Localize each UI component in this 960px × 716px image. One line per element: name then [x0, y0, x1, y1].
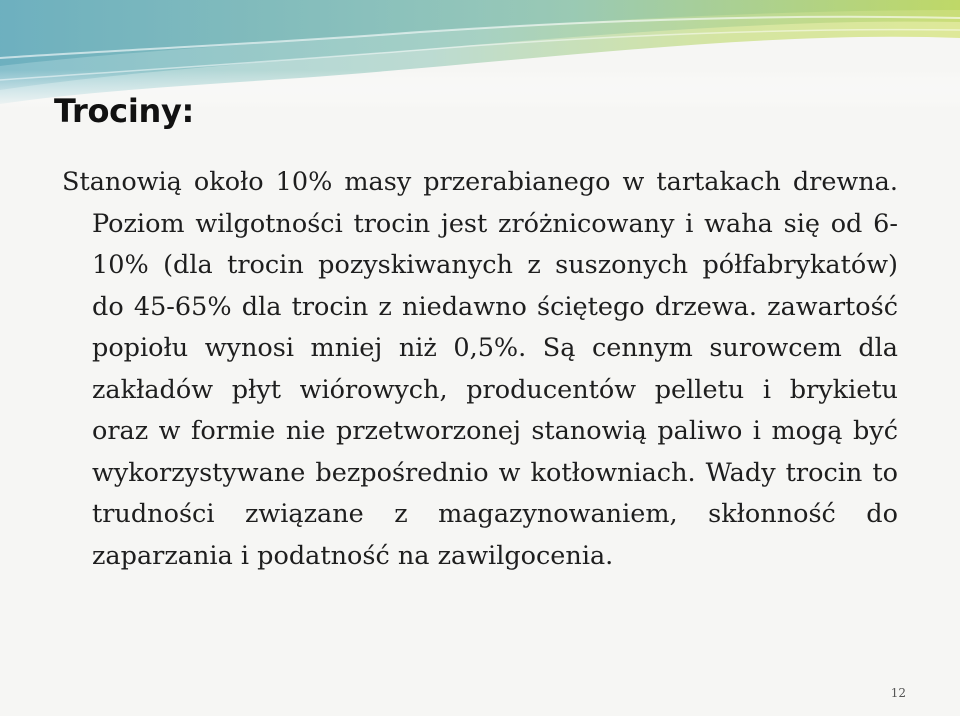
- page-number: 12: [890, 686, 906, 700]
- body-paragraph: Stanowią około 10% masy przerabianego w tartakach drewna. Poziom wilgotności trocin jest zróżnicowany i waha się od 6-10% (dla trocin pozyskiwanych z suszonych półfabrykatów) do 45-65% dla trocin z niedawno ściętego drzewa. zawartość popiołu wynosi mniej niż 0,5%. Są cennym surowcem dla zakładów płyt wiórowych, producentów pelletu i brykietu oraz w formie nie przetworzonej stanowią paliwo i mogą być wykorzystywane bezpośrednio w kotłowniach. Wady trocin to trudności związane z magazynowaniem, skłonność do zaparzania i podatność na zawilgocenia.: [62, 167, 898, 571]
- slide-title: Trociny:: [54, 92, 195, 130]
